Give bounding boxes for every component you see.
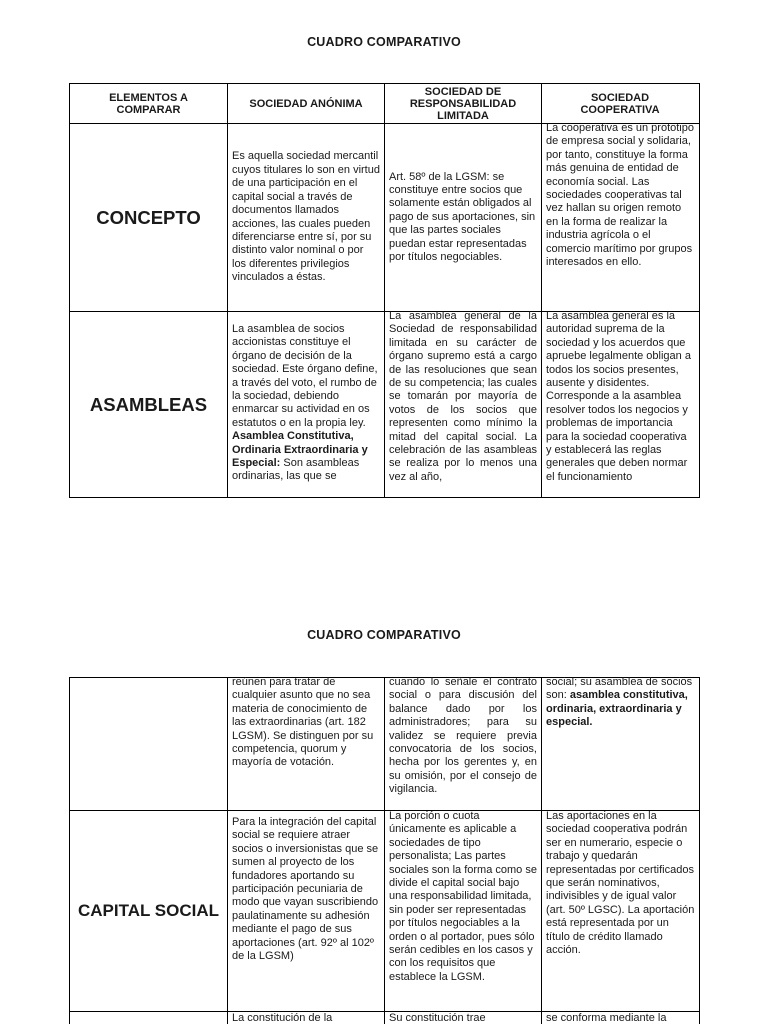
row3-srl-cell [385,1012,541,1024]
capital-coop-text: Las aportaciones en la sociedad cooperativa podrán ser en numerario, especie o trabajo y quedarán representadas por certificados que serán nominativos, indivisibles y de igual valor (art. 50º LGSC). La aportación está representada por un título de crédito llamado acción. [546,810,695,957]
capital-sa-text: Para la integración del capital social se requiere atraer socios o inversionistas que se sumen al proyecto de los fundadores aportando su participación pecuniaria de modo que vayan suscribiendo paulatinamente su adhesión mediante el pago de sus aportaciones (art. 92º al 102º de la LGSM) [232,816,379,963]
table-border [699,83,700,498]
asambleas-cont-sa-cell [228,676,384,810]
asambleas-coop-cell [542,310,699,497]
capital-srl-cell [385,810,541,1011]
capital-srl-text: La porción o cuota únicamente es aplicable a sociedades de tipo personalista; Las partes sociales son la forma como se divide el capital social bajo una responsabilidad limitada, sin poder ser representadas por títulos negociables a la orden o al portador, pues sólo serán cedibles en los casos y con los requisitos que establece la LGSM. [389,810,537,983]
page-title: CUADRO COMPARATIVO [307,628,461,642]
row-label-concepto: CONCEPTO [96,206,201,228]
row-label-asambleas: ASAMBLEAS [89,393,208,415]
asambleas-coop-text: La asamblea general es la autoridad suprema de la sociedad y los acuerdos que apruebe legalmente obligan a todos los socios presentes, ausente y disidentes. Corresponde a la asamblea resolver todos los negocios y problemas de importancia para la sociedad cooperativa y establecerá las reglas generales que deben normar el funcionamiento [546,310,691,483]
row3-srl-text: Su constitución trae [389,1012,486,1024]
row-label-capital-social: CAPITAL SOCIAL [77,901,220,921]
table-border [699,677,700,1024]
row3-coop-cell [542,1012,699,1024]
page-title: CUADRO COMPARATIVO [307,35,461,49]
row3-sa-cell [228,1012,384,1024]
asambleas-cont-srl-cell [385,676,541,810]
asambleas-cont-coop-bold: asamblea constitutiva, ordinaria, extraordinaria y especial. [546,689,688,729]
capital-sa-cell [228,816,384,1011]
header-sociedad-anonima: SOCIEDAD ANÓNIMA [249,97,363,110]
concepto-srl-cell [385,124,541,311]
asambleas-sa-cell [228,323,384,497]
asambleas-cont-srl-text: cuando lo señale el contrato social o para discusión del balance dado por los administradores; para su validez se requiere previa convocatoria de los socios, hecha por los gerentes y, en su omisión, por el consejo de vigilancia. [389,676,537,796]
asambleas-sa-tail: Son asambleas ordinarias, las que se [232,457,360,483]
concepto-sa-text: Es aquella sociedad mercantil cuyos titulares lo son en virtud de una participación en el capital social a través de documentos llamados acciones, las cuales pueden diferenciarse entre sí, por su distinto valor nominal o por los diferentes privilegios vinculados a éstas. [232,150,380,284]
concepto-coop-text: La cooperativa es un prototipo de empresa social y solidaria, por tanto, constituye la forma más genuina de entidad de economía social. Las sociedades cooperativas tal vez hallan su origen remoto en la forma de realizar la industria agrícola o el comercio marítimo por grupos interesados en ello. [546,122,694,269]
asambleas-srl-text: La asamblea general de la Sociedad de responsabilidad limitada en su carácter de órgano supremo está a cargo de las resoluciones que sean de su competencia; las cuales se tomarán por mayoría de votos de los socios que representen como mínimo la mitad del capital social. La celebración de las asambleas se realiza por lo menos una vez al año, [389,310,537,483]
concepto-sa-cell [228,124,384,311]
asambleas-srl-cell [385,310,541,497]
capital-coop-cell [542,810,699,1011]
row3-coop-text: se conforma mediante la [546,1012,667,1024]
header-sociedad-cooperativa: SOCIEDAD COOPERATIVA [580,91,660,116]
row3-sa-text: La constitución de la [232,1012,333,1024]
asambleas-sa-text: La asamblea de socios accionistas constituye el órgano de decisión de la sociedad. Este órgano define, a través del voto, el rumbo de la sociedad, debiendo enmarcar su actividad en os estatutos o en la propia ley. [232,323,378,429]
asambleas-cont-sa-text: reúnen para tratar de cualquier asunto que no sea materia de conocimiento de las extraordinarias (art. 182 LGSM). Se distinguen por su competencia, quorum y mayoría de votación. [232,676,374,769]
concepto-srl-text: Art. 58º de la LGSM: se constituye entre socios que solamente están obligados al pago de sus aportaciones, sin que las partes sociales puedan estar representadas por títulos negociables. [389,170,536,264]
header-sociedad-responsabilidad-limitada: SOCIEDAD DE RESPONSABILIDAD LIMITADA [409,85,517,122]
asambleas-cont-coop-cell [542,676,699,810]
concepto-coop-cell [542,122,699,311]
asambleas-cont-coop-text: social; su asamblea de socios son: [546,676,693,702]
asambleas-sa-bold: Asamblea Constitutiva, Ordinaria Extraordinaria y Especial: [232,430,368,470]
header-elementos: ELEMENTOS A COMPARAR [109,91,188,116]
